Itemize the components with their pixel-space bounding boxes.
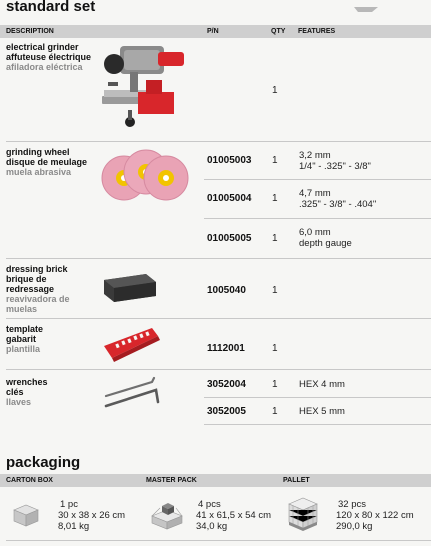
- item-wheel-name: grinding wheel disque de meulage muela abrasiva: [6, 147, 88, 177]
- header-qty: QTY: [271, 28, 286, 35]
- pn-3052004: 3052004: [207, 379, 246, 390]
- qty-3052004: 1: [272, 379, 278, 390]
- header-description: DESCRIPTION: [6, 28, 54, 35]
- template-image: [102, 322, 162, 364]
- pn-1112001: 1112001: [207, 343, 245, 354]
- section-title-standard-set: standard set: [6, 0, 96, 15]
- pn-01005004: 01005004: [207, 193, 252, 204]
- item-grinder-name: electrical grinder affuteuse électrique afiladora eléctrica: [6, 42, 92, 72]
- qty-3052005: 1: [272, 406, 278, 417]
- table-header: [0, 25, 431, 38]
- row-divider: [6, 369, 431, 370]
- qty-01005005: 1: [272, 233, 278, 244]
- pn-01005005: 01005005: [207, 233, 252, 244]
- qty-grinder: 1: [272, 85, 278, 96]
- packaging-header: [0, 474, 431, 487]
- qty-01005004: 1: [272, 193, 278, 204]
- qty-1112001: 1: [272, 343, 278, 354]
- wrenches-image: [102, 374, 164, 412]
- row-divider: [204, 397, 431, 398]
- item-wrenches-name: wrenches clés llaves: [6, 377, 48, 407]
- pn-3052005: 3052005: [207, 406, 246, 417]
- features-01005004: 4,7 mm .325" - 3/8" - .404": [299, 188, 377, 210]
- header-pn: P/N: [207, 28, 219, 35]
- features-01005005: 6,0 mm depth gauge: [299, 227, 352, 249]
- section-title-packaging: packaging: [6, 454, 81, 471]
- carton-details: 1 pc 30 x 38 x 26 cm 8,01 kg: [58, 499, 126, 532]
- row-divider: [204, 218, 431, 219]
- qty-01005003: 1: [272, 155, 278, 166]
- row-divider: [6, 258, 431, 259]
- dressing-brick-image: [100, 266, 160, 306]
- row-divider: [204, 424, 431, 425]
- grinding-wheels-image: [100, 148, 192, 204]
- product-image-cropped: [352, 0, 380, 6]
- header-features: FEATURES: [298, 28, 336, 35]
- row-divider: [6, 318, 431, 319]
- master-pack-details: 4 pcs 41 x 61,5 x 54 cm 34,0 kg: [196, 499, 271, 532]
- features-01005003: 3,2 mm 1/4" - .325" - 3/8": [299, 150, 371, 172]
- pallet-icon: [286, 496, 320, 532]
- master-pack-icon: [148, 498, 186, 530]
- header-master-pack: MASTER PACK: [146, 477, 197, 484]
- row-divider: [204, 141, 431, 142]
- item-template-name: template gabarit plantilla: [6, 324, 44, 354]
- item-brick-name: dressing brick brique de redressage reavivadora de muelas: [6, 264, 70, 314]
- bottom-divider: [6, 540, 431, 541]
- pallet-details: 32 pcs 120 x 80 x 122 cm 290,0 kg: [336, 499, 414, 532]
- pn-1005040: 1005040: [207, 285, 246, 296]
- qty-1005040: 1: [272, 285, 278, 296]
- row-divider: [6, 141, 206, 142]
- header-carton-box: CARTON BOX: [6, 477, 53, 484]
- pn-01005003: 01005003: [207, 155, 252, 166]
- features-3052004: HEX 4 mm: [299, 379, 345, 390]
- header-pallet: PALLET: [283, 477, 310, 484]
- row-divider: [204, 179, 431, 180]
- features-3052005: HEX 5 mm: [299, 406, 345, 417]
- grinder-image: [100, 40, 192, 134]
- carton-box-icon: [12, 503, 40, 527]
